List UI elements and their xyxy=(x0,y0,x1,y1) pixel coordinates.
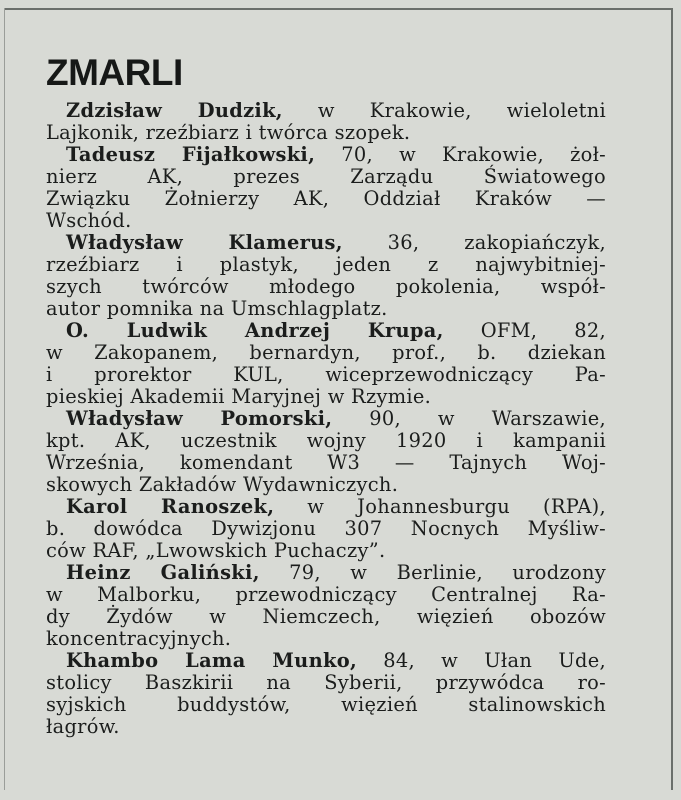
entry-text: 84, w Ułan Ude, xyxy=(357,649,606,672)
entry-line xyxy=(46,320,606,342)
entry-text: szych twórców młodego pokolenia, współ- xyxy=(46,275,606,298)
obituary-entry xyxy=(46,144,606,232)
entry-line xyxy=(46,408,606,430)
entry-line xyxy=(46,342,606,364)
entry-line xyxy=(46,122,606,144)
person-name: O. Ludwik Andrzej Krupa, xyxy=(66,319,444,342)
entry-text: 36, zakopiańczyk, xyxy=(342,231,606,254)
obituary-entry xyxy=(46,650,606,738)
entry-line xyxy=(46,628,606,650)
entry-line xyxy=(46,650,606,672)
entry-text: Wschód. xyxy=(46,209,132,232)
entry-text: nierz AK, prezes Zarządu Światowego xyxy=(46,165,606,188)
entry-text: i prorektor KUL, wiceprzewodniczący Pa- xyxy=(46,363,606,386)
entry-text: Związku Żołnierzy AK, Oddział Kraków — xyxy=(46,187,606,210)
person-name: Karol Ranoszek, xyxy=(66,495,275,518)
entry-line xyxy=(46,232,606,254)
entry-text: rzeźbiarz i plastyk, jeden z najwybitniej- xyxy=(46,253,606,276)
entry-text: pieskiej Akademii Maryjnej w Rzymie. xyxy=(46,385,432,408)
entry-line xyxy=(46,716,606,738)
entry-text: syjskich buddystów, więzień stalinowskich xyxy=(46,693,606,716)
entry-text: autor pomnika na Umschlagplatz. xyxy=(46,297,388,320)
entry-text: ców RAF, „Lwowskich Puchaczy”. xyxy=(46,539,386,562)
entry-text: 70, w Krakowie, żoł- xyxy=(315,143,607,166)
entry-text: koncentracyjnych. xyxy=(46,627,232,650)
obituary-list xyxy=(46,100,606,738)
entry-text: skowych Zakładów Wydawniczych. xyxy=(46,473,399,496)
entry-line xyxy=(46,496,606,518)
entry-text: w Krakowie, wieloletni xyxy=(282,99,607,122)
person-name: Khambo Lama Munko, xyxy=(66,649,357,672)
entry-line xyxy=(46,166,606,188)
entry-line xyxy=(46,540,606,562)
entry-line xyxy=(46,672,606,694)
entry-line xyxy=(46,694,606,716)
obituary-entry xyxy=(46,320,606,408)
right-border xyxy=(671,8,673,790)
entry-line xyxy=(46,584,606,606)
entry-text: łagrów. xyxy=(46,715,120,738)
entry-line xyxy=(46,100,606,122)
entry-text: dy Żydów w Niemczech, więzień obozów xyxy=(46,605,606,628)
entry-text: b. dowódca Dywizjonu 307 Nocnych Myśliw- xyxy=(46,517,606,540)
entry-text: OFM, 82, xyxy=(443,319,606,342)
entry-line xyxy=(46,562,606,584)
entry-line xyxy=(46,518,606,540)
entry-line xyxy=(46,430,606,452)
person-name: Władysław Pomorski, xyxy=(66,407,333,430)
person-name: Tadeusz Fijałkowski, xyxy=(66,143,316,166)
entry-line xyxy=(46,210,606,232)
obituary-entry xyxy=(46,232,606,320)
entry-line xyxy=(46,386,606,408)
entry-line xyxy=(46,474,606,496)
obituary-column xyxy=(46,54,606,738)
person-name: Władysław Klamerus, xyxy=(66,231,343,254)
entry-line xyxy=(46,298,606,320)
person-name: Heinz Galiński, xyxy=(66,561,260,584)
obituary-entry xyxy=(46,408,606,496)
obituary-entry xyxy=(46,100,606,144)
entry-text: stolicy Baszkirii na Syberii, przywódca ro- xyxy=(46,671,606,694)
entry-text: Lajkonik, rzeźbiarz i twórca szopek. xyxy=(46,121,411,144)
section-heading: ZMARLI xyxy=(46,52,183,93)
entry-text: Września, komendant W3 — Tajnych Woj- xyxy=(46,451,606,474)
entry-line xyxy=(46,606,606,628)
obituary-entry xyxy=(46,496,606,562)
entry-line xyxy=(46,276,606,298)
person-name: Zdzisław Dudzik, xyxy=(66,99,283,122)
top-border xyxy=(4,8,673,10)
entry-text: w Johannesburgu (RPA), xyxy=(274,495,606,518)
entry-line xyxy=(46,452,606,474)
entry-line xyxy=(46,364,606,386)
entry-text: kpt. AK, uczestnik wojny 1920 i kampanii xyxy=(46,429,606,452)
entry-text: 79, w Berlinie, urodzony xyxy=(259,561,606,584)
entry-text: 90, w Warszawie, xyxy=(332,407,606,430)
entry-text: w Malborku, przewodniczący Centralnej Ra- xyxy=(46,583,606,606)
entry-line xyxy=(46,144,606,166)
entry-line xyxy=(46,254,606,276)
obituary-entry xyxy=(46,562,606,650)
left-border xyxy=(4,8,5,790)
entry-line xyxy=(46,188,606,210)
entry-text: w Zakopanem, bernardyn, prof., b. dziekan xyxy=(46,341,606,364)
